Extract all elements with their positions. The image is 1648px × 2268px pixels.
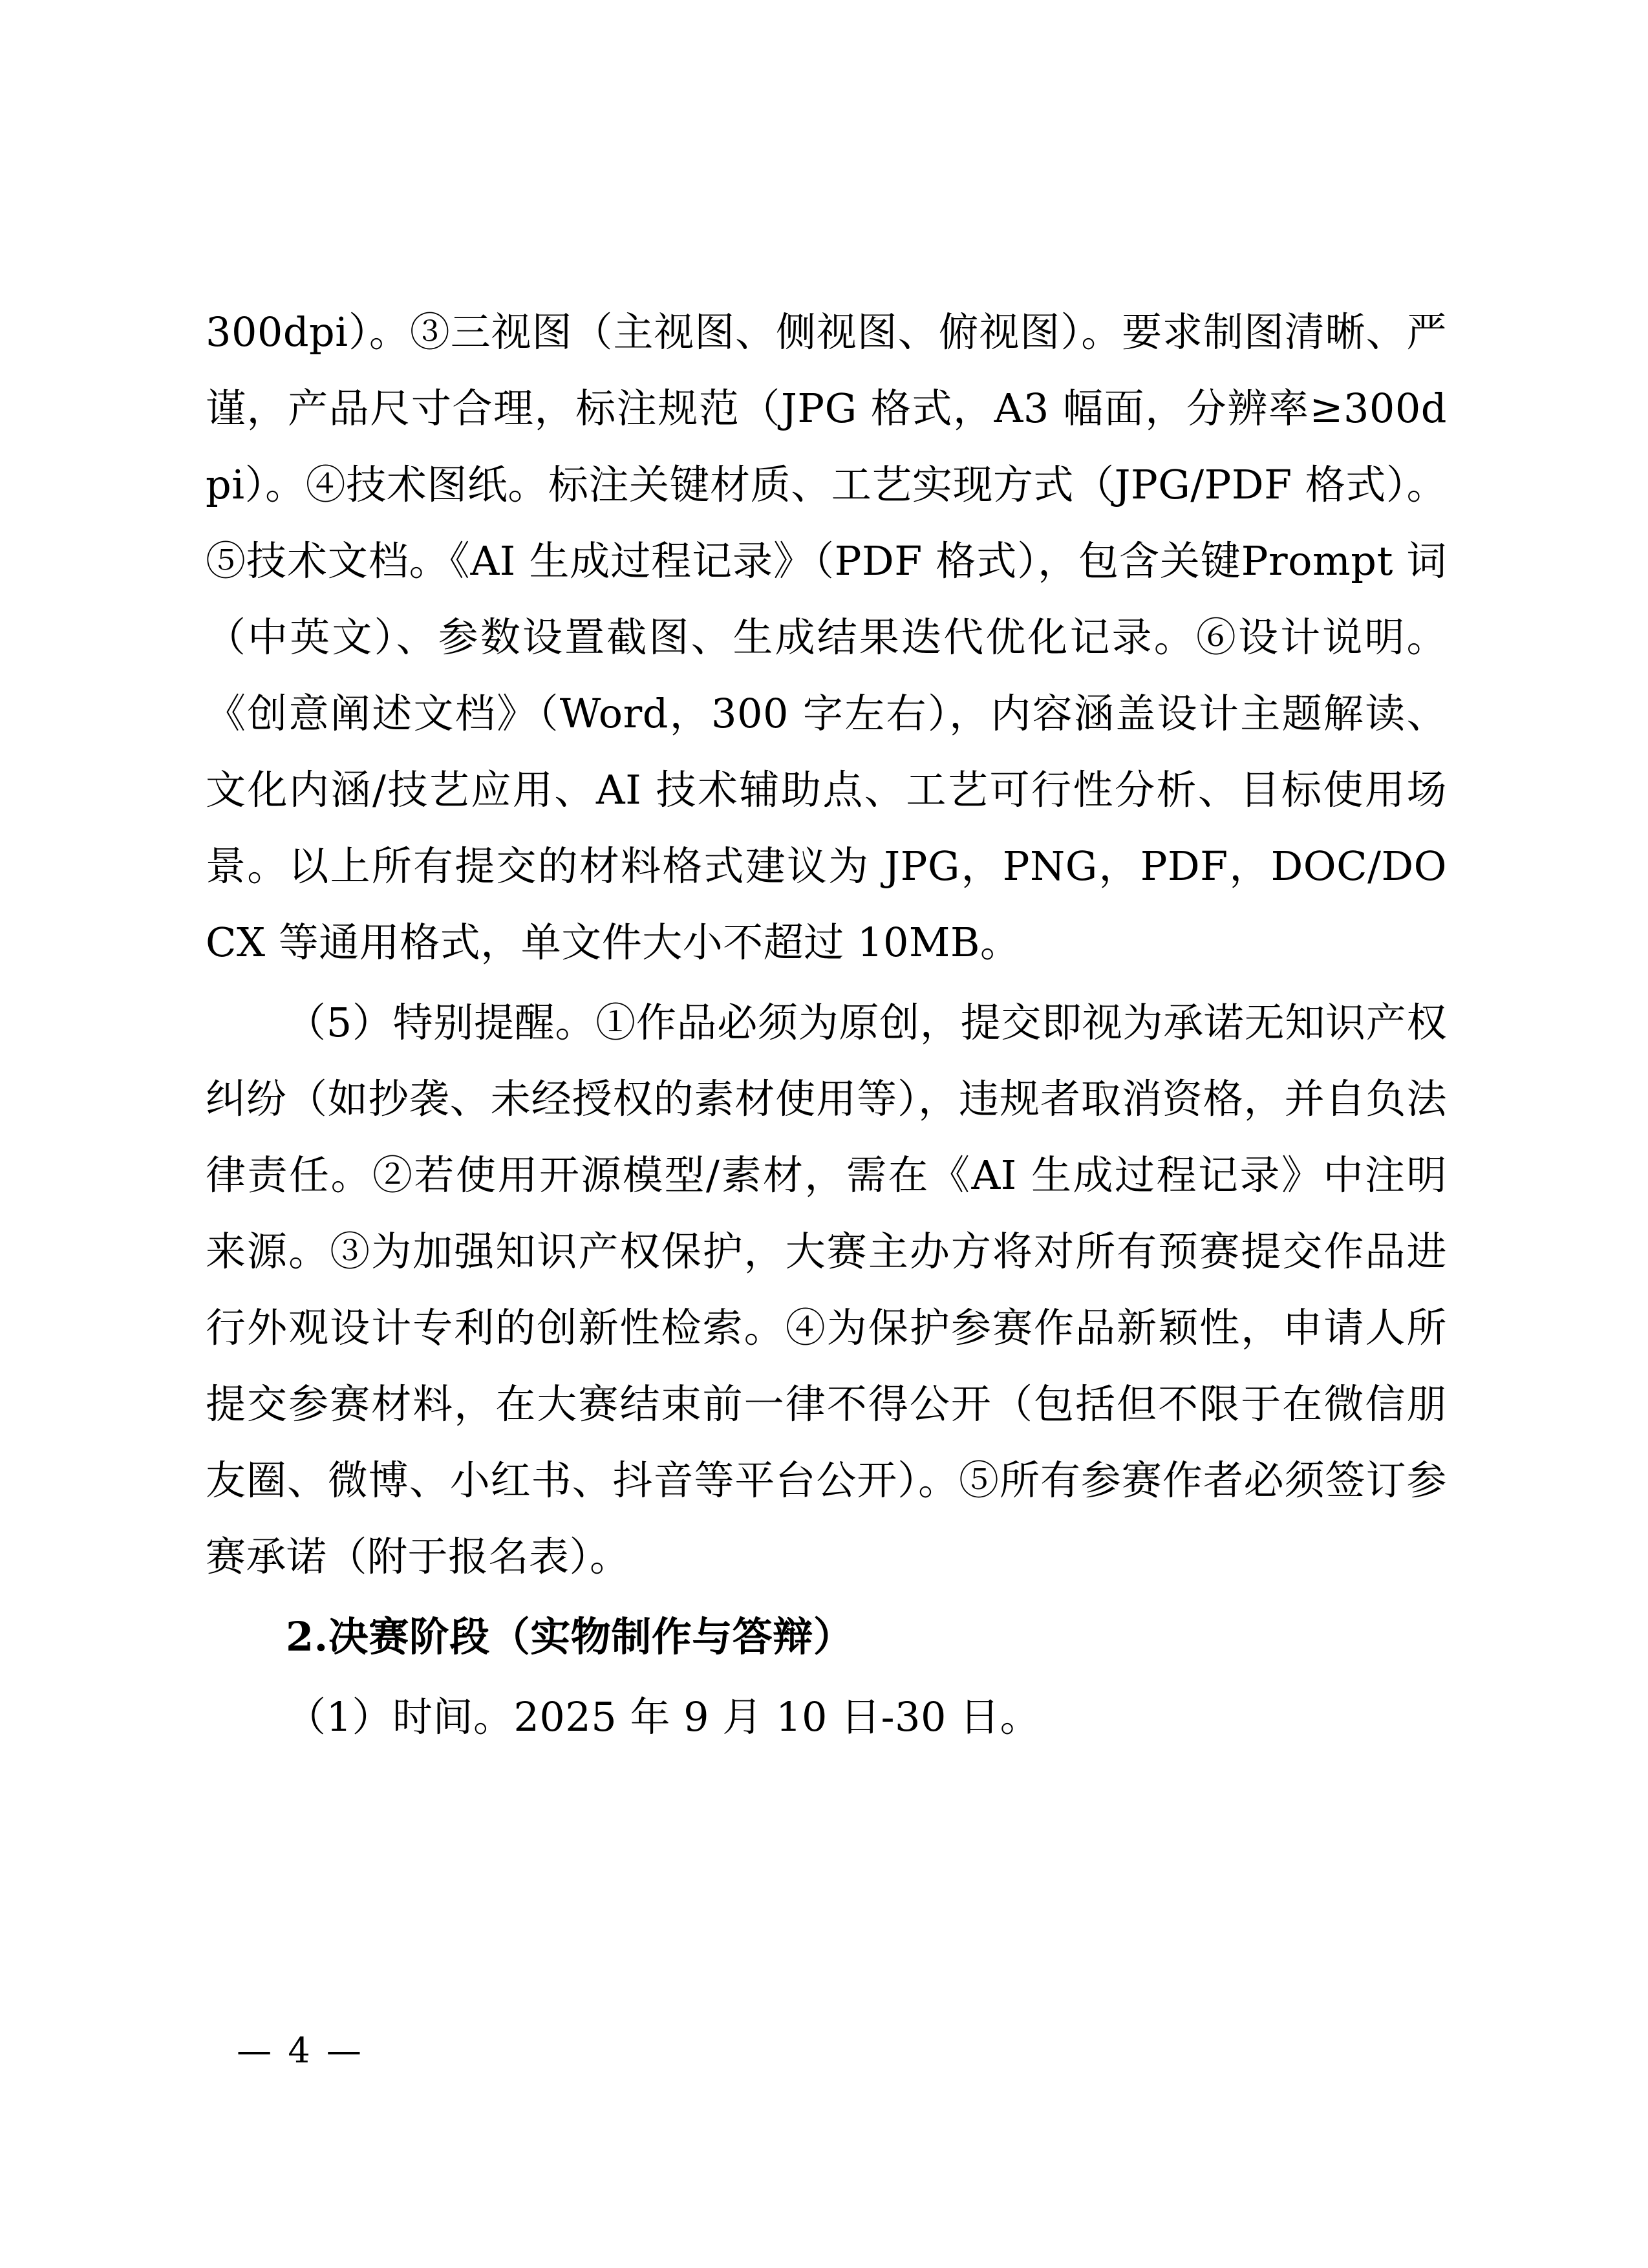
heading-final-stage: 2.决赛阶段（实物制作与答辩） (286, 1613, 854, 1660)
paragraph-final-time: （1）时间。2025 年 9 月 10 日-30 日。 (286, 1693, 1041, 1740)
paragraph-materials: 300dpi）。③三视图（主视图、侧视图、俯视图）。要求制图清晰、严谨，产品尺寸合理，标注规范（JPG 格式，A3 幅面，分辨率≥300dpi）。④技术图纸。标注关键材质、工艺实现方式（JPG/PDF 格式）。⑤技术文档。《AI 生成过程记录》（PDF 格式），包含关键Prompt 词（中英文）、参数设置截图、生成结果迭代优化记录。⑥设计说明。《创意阐述文档》（Word，300 字左右），内容涵盖设计主题解读、文化内涵/技艺应用、AI 技术辅助点、工艺可行性分析、目标使用场景。以上所有提交的材料格式建议为 JPG，PNG，PDF，DOC/DOCX 等通用格式，单文件大小不超过 10MB。 (206, 308, 1447, 966)
paragraph-special-notice: （5）特别提醒。①作品必须为原创，提交即视为承诺无知识产权纠纷（如抄袭、未经授权的素材使用等），违规者取消资格，并自负法律责任。②若使用开源模型/素材，需在《AI 生成过程记录》中注明来源。③为加强知识产权保护，大赛主办方将对所有预赛提交作品进行外观设计专利的创新性检索。④为保护参赛作品新颖性，申请人所提交参赛材料，在大赛结束前一律不得公开（包括但不限于在微信朋友圈、微博、小红书、抖音等平台公开）。⑤所有参赛作者必须签订参赛承诺（附于报名表）。 (206, 999, 1447, 1580)
page-number: — 4 — (237, 2030, 364, 2071)
page-body (206, 294, 1447, 1755)
page-footer (0, 2030, 1648, 2071)
